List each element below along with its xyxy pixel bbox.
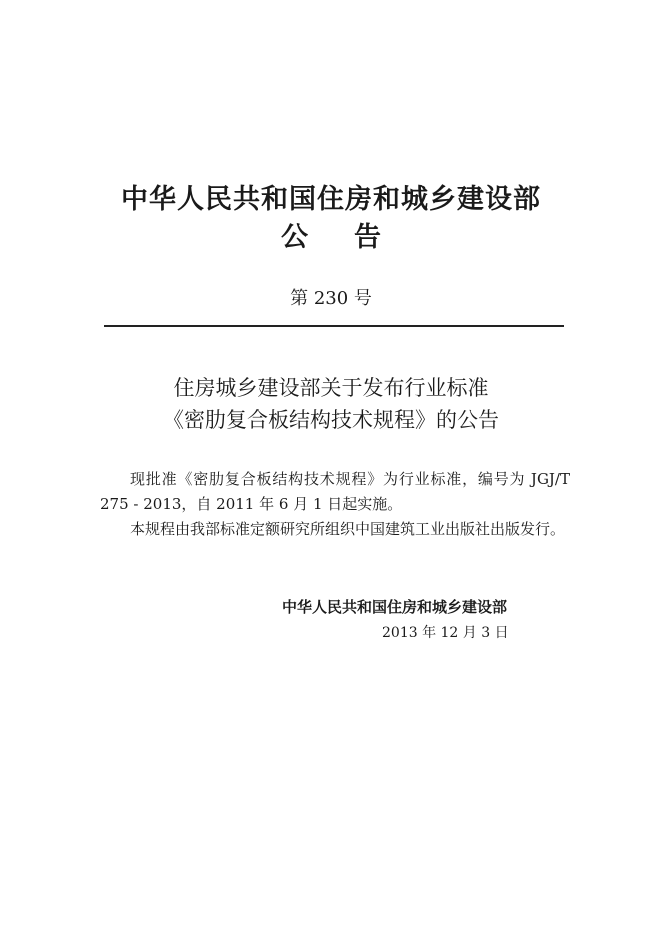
ministry-title: 中华人民共和国住房和城乡建设部 xyxy=(121,184,541,215)
subject-line-2: 《密肋复合板结构技术规程》的公告 xyxy=(163,408,499,432)
notice-title: 公告 xyxy=(281,222,427,253)
header-divider xyxy=(104,325,564,327)
signature-date: 2013 年 12 月 3 日 xyxy=(382,625,509,641)
announcement-subject xyxy=(0,372,662,436)
notice-number: 第 230 号 xyxy=(290,288,372,309)
body-paragraph-2: 本规程由我部标准定额研究所组织中国建筑工业出版社出版发行。 xyxy=(130,520,566,538)
announcement-body xyxy=(100,467,570,542)
body-paragraph-1: 现批准《密肋复合板结构技术规程》为行业标准，编号为 JGJ/T 275 - 2013，自 2011 年 6 月 1 日起实施。 xyxy=(100,470,570,513)
signature-organization: 中华人民共和国住房和城乡建设部 xyxy=(282,598,508,616)
subject-line-1: 住房城乡建设部关于发布行业标准 xyxy=(173,376,489,400)
